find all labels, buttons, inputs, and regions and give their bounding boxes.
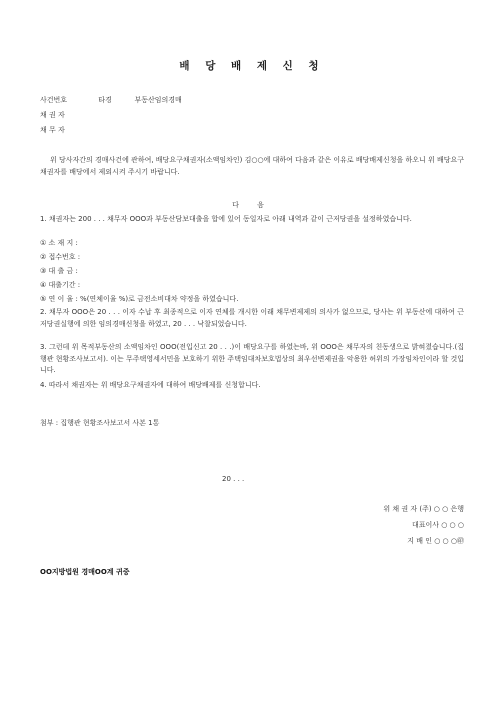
intro-paragraph: 위 당사자간의 경매사건에 관하여, 배당요구채권자(소액임차인) 김○○에 대하여 다음과 같은 이유로 배당배제신청을 하오니 위 배당요구채권자를 배당에서 제외시켜 주시기 바랍니다. (40, 156, 464, 176)
creditor-label: 채 권 자 (40, 111, 65, 119)
signature-manager: 지 배 인 ○ ○ ○㊞ (407, 537, 464, 545)
case-number-label: 사건번호 (40, 96, 68, 104)
item-loan-amount: ③ 대 출 금 : (40, 267, 78, 275)
item-location: ① 소 재 지 : (40, 239, 78, 247)
date-line: 20 . . . (222, 475, 245, 483)
item-4: 4. 따라서 채권자는 위 배당요구채권자에 대하여 배당배제를 신청합니다. (40, 381, 261, 389)
item-loan-period: ④ 대출기간 : (40, 281, 81, 289)
signature-ceo: 대표이사 ○ ○ ○ (411, 521, 464, 529)
item-1: 1. 채권자는 200 . . . 채무자 OOO과 부동산담보대출을 합에 있어 동일자로 아래 내역과 같이 근저당권을 설정하였습니다. (40, 215, 412, 223)
item-interest-rate: ⑤ 연 이 율 : %(연체이율 %)로 금전소비대차 약정을 하였습니다. (40, 295, 239, 303)
item-receipt-number: ② 접수번호 : (40, 253, 81, 261)
court-addressee: OO지방법원 경매OO계 귀중 (40, 568, 130, 576)
signature-creditor: 위 채 권 자 (주) ○ ○ 은행 (383, 505, 464, 513)
document-title: 배 당 배 제 신 청 (179, 60, 325, 72)
case-number-row (40, 95, 182, 105)
item-2: 2. 채무자 OOO은 20 . . . 이자 수납 후 최종적으로 이자 연체를 개시한 이래 채무변제제의 의사가 없으므로, 당사는 위 부동산에 대하여 근저당권실행에 의한 임의경매신청을 하였고, 20 . . . 낙찰되었습니다. (40, 308, 464, 328)
debtor-label: 채 무 자 (40, 126, 65, 134)
item-3: 3. 그런데 위 목적부동산의 소액임차인 OOO(전입신고 20 . . .)이 배당요구를 하였는바, 위 OOO은 채무자의 친동생으로 밝혀졌습니다.(집행관 현황조사보고서). 이는 무주택영세서민을 보호하기 위한 주택임대차보호법상의 최우선변제권을 악용한 허위의 가장임차인이라 할 것입니다. (40, 343, 464, 374)
case-type: 부동산임의경매 (134, 96, 182, 104)
attachment-line: 첨부 : 집행관 현황조사보고서 사본 1통 (40, 419, 160, 427)
case-court-code: 타경 (98, 96, 112, 104)
notice-heading: 다 음 (232, 201, 272, 209)
